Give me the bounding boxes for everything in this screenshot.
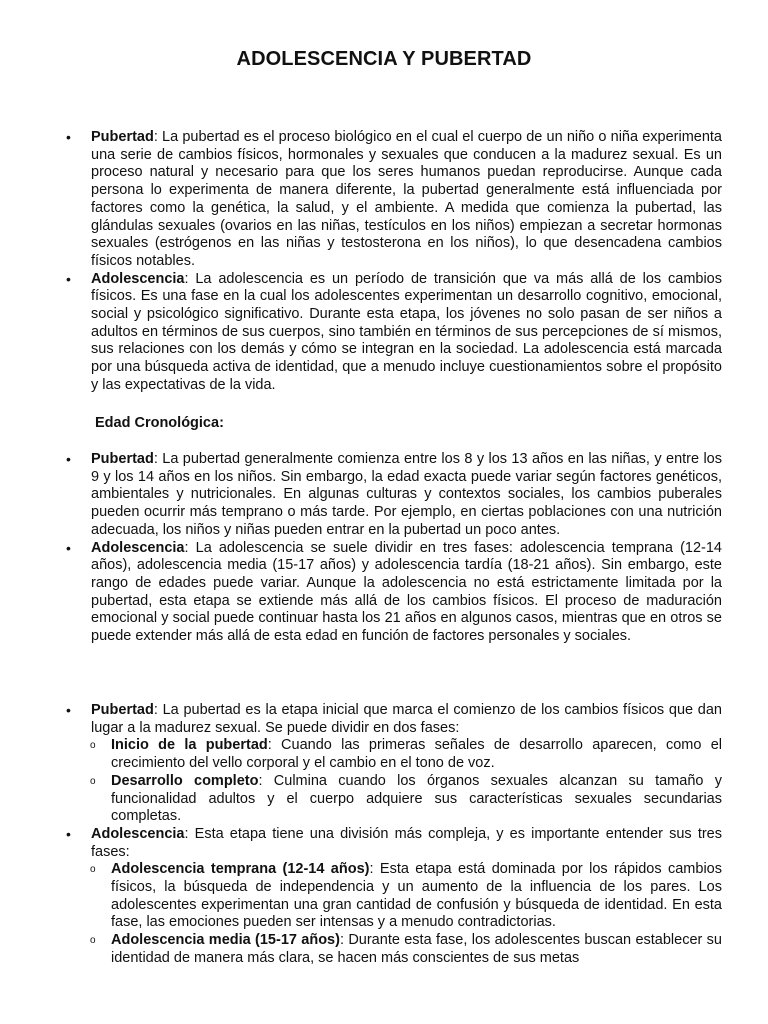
term-label: Adolescencia temprana (12-14 años) [111,861,370,878]
list-item-pubertad [66,129,722,271]
section-heading-edad-cronologica: Edad Cronológica: [95,415,224,431]
item-text: : Cuando las primeras señales de desarrollo aparecen, como el crecimiento del vello corporal y el cambio en el tono de voz. [111,737,723,772]
term-label: Pubertad [91,702,154,718]
circle-bullet-icon: o [90,775,96,787]
bullet-icon: • [66,270,71,287]
list-item-adolescencia [66,826,722,861]
bullet-icon: • [66,129,71,145]
bullet-icon: • [66,702,71,718]
item-text: : Durante esta fase, los adolescentes buscan establecer su identidad de manera más clara, se hacen más conscientes de sus metas [111,932,722,966]
sub-list-item-desarrollo [66,773,722,826]
term-label: Pubertad [91,129,154,145]
term-label: Adolescencia [91,270,185,287]
sub-list-item-inicio [66,737,722,772]
definitions-list [66,129,722,395]
circle-bullet-icon: o [90,864,96,876]
term-label: Adolescencia [91,825,185,842]
item-text: : Esta etapa está dominada por los rápidos cambios físicos, la búsqueda de independencia y un aumento de la influencia de los pares. Los adolescentes experimentan una gran cantidad de confusión y búsqueda de identidad. En esta fase, las emociones pueden ser intensas y a menudo contradictorias. [111,861,722,931]
item-text: : Esta etapa tiene una división más compleja, y es importante entender sus tres fases: [91,825,722,860]
term-label: Desarrollo completo [111,772,259,789]
sub-list-item-temprana [66,861,722,932]
chronological-age-list [66,451,722,646]
bullet-icon: • [66,539,71,556]
list-item-adolescencia [66,271,722,395]
list-item-pubertad [66,702,722,737]
circle-bullet-icon: o [90,740,96,752]
page-title: ADOLESCENCIA Y PUBERTAD [236,48,532,70]
item-text: : La pubertad generalmente comienza entre los 8 y los 13 años en las niñas, y entre los 9 y los 14 años en los niños. Sin embargo, la edad exacta puede variar según factores genéticos, ambientales y nutricionales. En algunas culturas y contextos sociales, los cambios puberales pueden ocurrir más temprano o más tarde. Por ejemplo, en ciertas poblaciones con una nutrición adecuada, los niños y niñas pueden entrar en la pubertad un poco antes. [91,451,722,538]
term-label: Inicio de la pubertad [111,737,268,754]
bullet-icon: • [66,451,71,467]
item-text: : La pubertad es el proceso biológico en el cual el cuerpo de un niño o niña experimenta una serie de cambios físicos, hormonales y sexuales que conducen a la madurez sexual. Es un proceso natural y necesario para que los seres humanos puedan reproducirse. Aunque cada persona lo experimenta de manera diferente, la pubertad generalmente está influenciada por factores como la genética, la salud, y el ambiente. A medida que comienza la pubertad, las glándulas sexuales (ovarios en las niñas, testículos en los niños) empiezan a secretar hormonas sexuales (estrógenos en las niñas y testosterona en los niños), lo que desencadena cambios físicos notables. [91,129,722,269]
phases-list [66,702,722,968]
term-label: Adolescencia media (15-17 años) [111,932,340,949]
item-text: : La adolescencia es un período de transición que va más allá de los cambios físicos. Es una fase en la cual los adolescentes experimentan un desarrollo cognitivo, emocional, social y psicológico significativo. Durante esta etapa, los jóvenes no solo pasan de ser niños a adultos en términos de sus cuerpos, sino también en términos de sus percepciones de sí mismos, sus relaciones con los demás y cómo se integran en la sociedad. La adolescencia está marcada por una búsqueda activa de identidad, que a menudo incluye cuestionamientos sobre el propósito y las expectativas de la vida. [91,270,722,393]
list-item-pubertad [66,451,722,540]
term-label: Adolescencia [91,539,185,556]
bullet-icon: • [66,825,71,842]
item-text: : La adolescencia se suele dividir en tres fases: adolescencia temprana (12-14 años), adolescencia media (15-17 años) y adolescencia tardía (18-21 años). Sin embargo, este rango de edades puede variar. Aunque la adolescencia no está estrictamente limitada por la pubertad, esta etapa se extiende más allá de los cambios físicos. El proceso de maduración emocional y social puede continuar hasta los 21 años en algunos casos, mientras que en otros se puede extender más allá de esta edad en función de factores personales y sociales. [91,539,722,645]
circle-bullet-icon: o [90,935,96,947]
item-text: : La pubertad es la etapa inicial que marca el comienzo de los cambios físicos que dan lugar a la madurez sexual. Se puede dividir en dos fases: [91,702,722,736]
item-text: : Culmina cuando los órganos sexuales alcanzan su tamaño y funcionalidad adultos y el cuerpo adquiere sus características sexuales secundarias completas. [111,772,722,825]
list-item-adolescencia [66,540,722,646]
sub-list-item-media [66,932,722,967]
term-label: Pubertad [91,451,154,467]
